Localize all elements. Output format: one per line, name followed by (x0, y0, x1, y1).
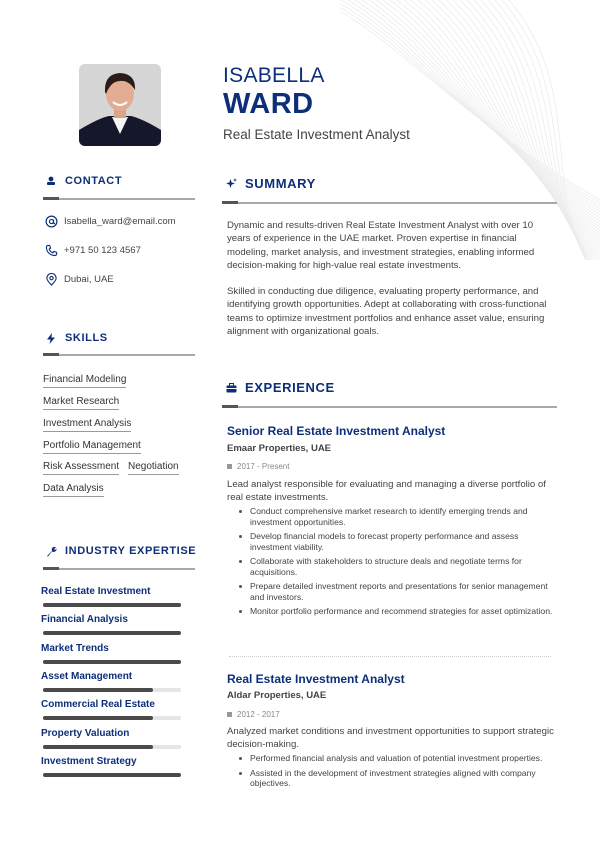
bullet-item: Conduct comprehensive market research to identify emerging trends and investment opportunities. (238, 506, 556, 527)
job-description-2: Analyzed market conditions and investment opportunities to support strategic decision-making. (227, 726, 554, 750)
expertise-bar-fill (43, 688, 153, 692)
summary-rule (222, 202, 557, 204)
skills-rule (43, 354, 195, 356)
job-divider (229, 656, 551, 657)
phone-text: +971 50 123 4567 (64, 245, 141, 256)
skill-tag: Risk Assessment (43, 461, 119, 475)
dates-text: 2012 - 2017 (237, 710, 280, 719)
skill-tag: Data Analysis (43, 483, 104, 497)
contact-heading (45, 175, 122, 187)
contact-rule (43, 198, 195, 200)
expertise-bar-fill (43, 745, 153, 749)
expertise-bar-track (43, 773, 181, 777)
skill-tag: Portfolio Management (43, 440, 141, 454)
skills-heading (45, 332, 108, 344)
bullet-item: Collaborate with stakeholders to structure deals and negotiate terms for acquisitions. (238, 556, 556, 577)
expertise-label: Commercial Real Estate (41, 699, 155, 710)
job-title: Real Estate Investment Analyst (223, 127, 410, 142)
skill-tag: Negotiation (128, 461, 179, 475)
person-portrait-icon (79, 64, 161, 146)
calendar-icon (227, 712, 232, 717)
bullet-item: Monitor portfolio performance and recommend strategies for asset optimization. (238, 606, 556, 617)
user-icon (45, 175, 57, 187)
skill-tag: Market Research (43, 396, 119, 410)
contact-email[interactable] (45, 215, 176, 228)
job-bullets-2 (238, 753, 556, 793)
expertise-bar-fill (43, 631, 181, 635)
expertise-bar-fill (43, 773, 181, 777)
job-description-1: Lead analyst responsible for evaluating and managing a diverse portfolio of real estate investments. (227, 479, 546, 503)
profile-photo (79, 64, 161, 146)
expertise-rule (43, 568, 195, 570)
job-title-1: Senior Real Estate Investment Analyst (227, 424, 446, 438)
expertise-label: Financial Analysis (41, 614, 128, 625)
bullet-item: Develop financial models to forecast property performance and assess investment viability. (238, 531, 556, 552)
company-2: Aldar Properties, UAE (227, 690, 327, 701)
bullet-item: Assisted in the development of investment strategies aligned with company objectives. (238, 768, 556, 789)
expertise-bar-track (43, 716, 181, 720)
sparkle-icon (225, 178, 237, 190)
bullet-item: Performed financial analysis and valuation of potential investment properties. (238, 753, 556, 764)
experience-rule (222, 406, 557, 408)
expertise-heading (45, 545, 196, 557)
summary-heading-text: SUMMARY (245, 176, 316, 191)
bullet-item: Prepare detailed investment reports and presentations for senior management and investors. (238, 581, 556, 602)
job-dates-1 (227, 462, 289, 471)
location-text: Dubai, UAE (64, 274, 114, 285)
contact-heading-text: CONTACT (65, 175, 123, 187)
expertise-label: Property Valuation (41, 728, 130, 739)
lightning-icon (45, 332, 57, 344)
expertise-bar-fill (43, 603, 181, 607)
expertise-label: Market Trends (41, 643, 109, 654)
expertise-bar-fill (43, 660, 181, 664)
at-sign-icon (45, 215, 58, 228)
summary-paragraph: Skilled in conducting due diligence, evaluating property performance, and identifying growth opportunities. Adept at collaborating with cross-functional teams to optimize investment portfolios and enhance asset value, ensuring alignment with organizational goals. (227, 286, 547, 337)
wrench-icon (45, 545, 57, 557)
expertise-bar-track (43, 603, 181, 607)
skills-heading-text: SKILLS (65, 332, 108, 344)
expertise-bar-fill (43, 716, 153, 720)
contact-location (45, 273, 114, 286)
expertise-bar-track (43, 660, 181, 664)
summary-heading (225, 176, 316, 191)
skill-tag: Financial Modeling (43, 374, 126, 388)
phone-icon (45, 244, 58, 257)
briefcase-icon (225, 382, 237, 394)
location-pin-icon (45, 273, 58, 286)
expertise-bar-track (43, 745, 181, 749)
expertise-bar-track (43, 631, 181, 635)
job-bullets-1 (238, 506, 556, 621)
calendar-icon (227, 464, 232, 469)
experience-heading (225, 380, 335, 395)
skill-tag: Investment Analysis (43, 418, 131, 432)
email-text: Isabella_ward@email.com (64, 216, 176, 227)
last-name: WARD (223, 88, 314, 120)
dates-text: 2017 - Present (237, 462, 290, 471)
expertise-bar-track (43, 688, 181, 692)
job-dates-2 (227, 710, 280, 719)
first-name: ISABELLA (223, 64, 325, 87)
company-1: Emaar Properties, UAE (227, 443, 332, 454)
summary-paragraph: Dynamic and results-driven Real Estate Investment Analyst with over 10 years of experience in the UAE market. Proven expertise in financial modeling, market analysis, and investment strategies, enabling informed decision-making for high-value real estate investments. (227, 220, 535, 271)
expertise-label: Real Estate Investment (41, 586, 151, 597)
job-title-2: Real Estate Investment Analyst (227, 672, 405, 686)
expertise-heading-text: INDUSTRY EXPERTISE (65, 545, 197, 557)
contact-phone[interactable] (45, 244, 141, 257)
expertise-label: Investment Strategy (41, 756, 137, 767)
expertise-label: Asset Management (41, 671, 133, 682)
experience-heading-text: EXPERIENCE (245, 380, 335, 395)
